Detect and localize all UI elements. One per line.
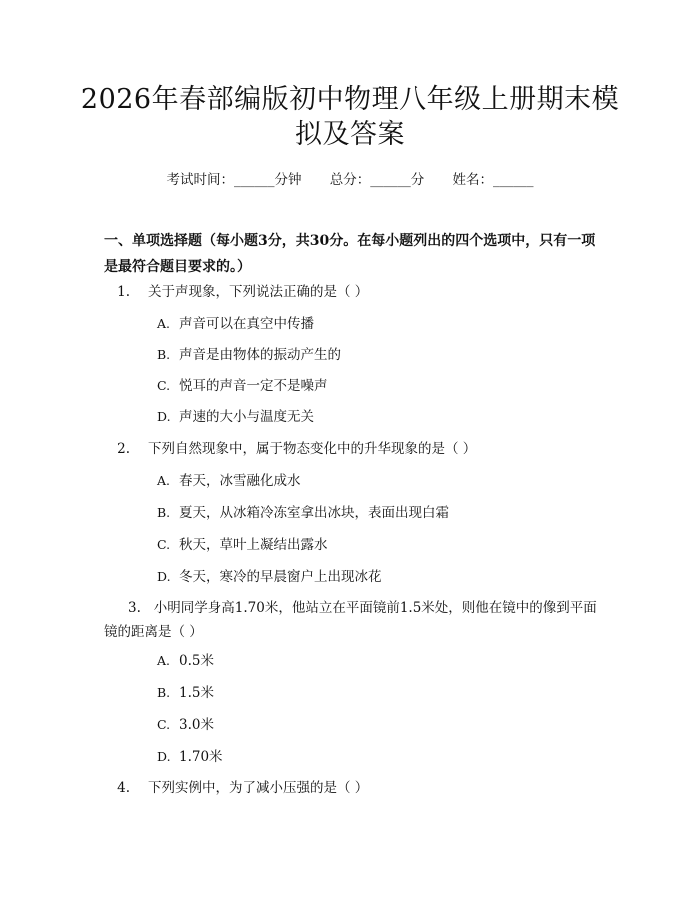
option-letter: B. xyxy=(157,505,171,520)
question-2-option-c xyxy=(157,534,328,556)
question-1-option-c xyxy=(157,375,328,397)
question-1-option-d xyxy=(157,406,314,428)
question-3-option-b xyxy=(157,682,214,704)
question-2 xyxy=(104,437,604,461)
total-score-field: 总分：______分 xyxy=(329,172,425,188)
option-text: 0.5米 xyxy=(179,653,214,669)
question-1-option-a xyxy=(157,313,314,335)
question-3-option-c xyxy=(157,714,214,736)
question-text: 小明同学身高1.70米，他站立在平面镜前1.5米处，则他在镜中的像到平面镜的距离是（ ） xyxy=(104,600,597,640)
question-text: 下列自然现象中，属于物态变化中的升华现象的是（ ） xyxy=(148,441,477,457)
option-letter: D. xyxy=(157,569,171,584)
option-letter: D. xyxy=(157,409,171,424)
option-letter: A. xyxy=(157,316,171,331)
question-number: 1. xyxy=(117,284,130,300)
option-letter: A. xyxy=(157,653,171,668)
question-text: 下列实例中，为了减小压强的是（ ） xyxy=(148,780,369,796)
option-letter: D. xyxy=(157,749,171,764)
option-letter: A. xyxy=(157,473,171,488)
option-text: 悦耳的声音一定不是噪声 xyxy=(179,378,328,394)
option-text: 冬天，寒冷的早晨窗户上出现冰花 xyxy=(179,569,382,585)
option-text: 1.5米 xyxy=(179,685,214,701)
option-letter: C. xyxy=(157,717,171,732)
option-text: 夏天，从冰箱冷冻室拿出冰块，表面出现白霜 xyxy=(179,505,449,521)
option-text: 3.0米 xyxy=(179,717,214,733)
exam-title-line2: 拟及答案 xyxy=(295,119,405,150)
question-2-option-b xyxy=(157,502,449,524)
option-text: 声音是由物体的振动产生的 xyxy=(179,347,341,363)
option-text: 声速的大小与温度无关 xyxy=(179,409,314,425)
option-letter: C. xyxy=(157,537,171,552)
option-text: 1.70米 xyxy=(179,749,223,765)
question-number: 4. xyxy=(117,780,130,796)
section-heading: 一、单项选择题（每小题3分，共30分。在每小题列出的四个选项中，只有一项是最符合题目要求的。） xyxy=(104,233,596,275)
question-3-option-a xyxy=(157,650,214,672)
option-letter: C. xyxy=(157,378,171,393)
question-1 xyxy=(104,280,604,304)
question-3 xyxy=(104,596,604,644)
exam-meta-line xyxy=(0,168,700,188)
question-text: 关于声现象，下列说法正确的是（ ） xyxy=(148,284,369,300)
option-text: 声音可以在真空中传播 xyxy=(179,316,314,332)
option-letter: B. xyxy=(157,347,171,362)
option-letter: B. xyxy=(157,685,171,700)
exam-time-field: 考试时间：______分钟 xyxy=(166,172,302,188)
question-number: 2. xyxy=(117,441,130,457)
question-4 xyxy=(104,776,604,800)
option-text: 春天，冰雪融化成水 xyxy=(179,473,301,489)
question-2-option-a xyxy=(157,470,301,492)
exam-title-line1: 2026年春部编版初中物理八年级上册期末模 xyxy=(80,84,620,115)
option-text: 秋天，草叶上凝结出露水 xyxy=(179,537,328,553)
question-number: 3. xyxy=(128,600,141,616)
question-3-option-d xyxy=(157,746,223,768)
name-field: 姓名：______ xyxy=(452,172,534,188)
question-1-option-b xyxy=(157,344,341,366)
question-2-option-d xyxy=(157,566,382,588)
